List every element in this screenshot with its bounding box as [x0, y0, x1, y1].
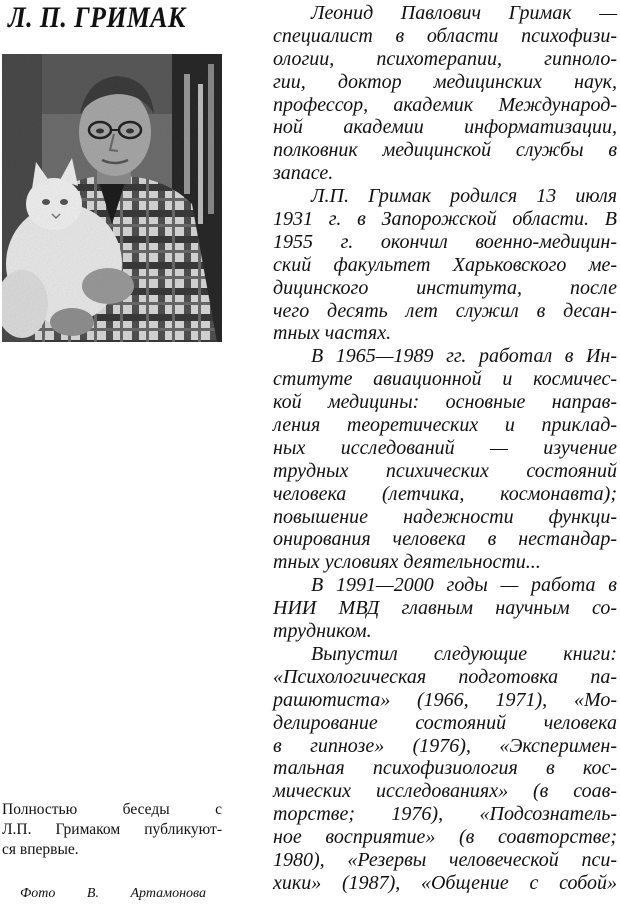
text-line: трудных психических состояний — [273, 459, 617, 482]
text-line: запасе. — [273, 162, 334, 185]
text-line: онирования человека в нестандар- — [273, 528, 617, 551]
author-photo — [2, 54, 222, 342]
text-line: тных частях. — [273, 322, 392, 345]
text-line: ский факультет Харьковского ме- — [273, 253, 617, 276]
text-line: хики» (1987), «Общение с собой» — [273, 871, 617, 894]
text-line: ления теоретических и приклад- — [273, 414, 617, 437]
author-heading: Л. П. ГРИМАК — [8, 1, 186, 34]
text-line: ологии, психотерапии, гипноло- — [273, 47, 617, 70]
text-line: «Психологическая подготовка па- — [273, 665, 617, 688]
biography-paragraph — [273, 643, 617, 895]
text-line: в гипнозе» (1976), «Эксперимен- — [273, 734, 617, 757]
text-line: ституте авиационной и космичес- — [273, 368, 617, 391]
text-line: 1931 г. в Запорожской области. В — [273, 208, 617, 231]
biography-paragraph — [273, 574, 617, 643]
text-line: 1955 г. окончил военно-медицин- — [273, 230, 617, 253]
text-line: Л.П. Гримак родился 13 июля — [311, 185, 617, 208]
text-line: Выпустил следующие книги: — [311, 642, 617, 665]
caption-line: ся впервые. — [2, 841, 79, 858]
text-line: мических исследованиях» (в соав- — [273, 780, 617, 803]
text-line: ной академии информатизации, — [273, 116, 617, 139]
text-line: 1980), «Резервы человеческой пси- — [273, 848, 617, 871]
caption-line: Л.П. Гримаком публикуют- — [2, 821, 222, 838]
text-line: В 1991—2000 годы — работа в — [311, 574, 617, 597]
text-line: рашютиста» (1966, 1971), «Мо- — [273, 688, 617, 711]
text-line: делирование состояний человека — [273, 711, 617, 734]
text-line: человека (летчика, космонавта); — [273, 482, 617, 505]
text-line: ное восприятие» (в соавторстве; — [273, 826, 617, 849]
text-line: ных исследований — изучение — [273, 436, 617, 459]
text-line: чего десять лет служил в десан- — [273, 299, 617, 322]
text-line: кой медицины: основные направ- — [273, 391, 617, 414]
biography-text — [273, 2, 617, 895]
text-line: трудником. — [273, 620, 372, 643]
text-line: повышение надежности функци- — [273, 505, 617, 528]
portrait-image — [2, 54, 222, 342]
text-line: тальная психофизиология в кос- — [273, 757, 617, 780]
text-line: НИИ МВД главным научным со- — [273, 597, 617, 620]
text-line: гии, доктор медицинских наук, — [273, 70, 617, 93]
text-line: Леонид Павлович Гримак — — [311, 2, 617, 24]
photo-credit: Фото В. Артамонова — [20, 886, 206, 901]
biography-paragraph — [273, 185, 617, 345]
text-line: торстве; 1976), «Подсознатель- — [273, 803, 617, 826]
text-line: профессор, академик Международ- — [273, 93, 617, 116]
text-line: специалист в области психофизи- — [273, 24, 617, 47]
caption-line: Полностью беседы с — [2, 801, 222, 818]
text-line: дицинского института, после — [273, 276, 617, 299]
biography-paragraph — [273, 2, 617, 185]
text-line: В 1965—1989 гг. работал в Ин- — [311, 345, 617, 368]
biography-paragraph — [273, 345, 617, 574]
text-line: тных условиях деятельности... — [273, 551, 541, 574]
text-line: полковник медицинской службы в — [273, 139, 617, 162]
photo-caption — [2, 800, 222, 860]
